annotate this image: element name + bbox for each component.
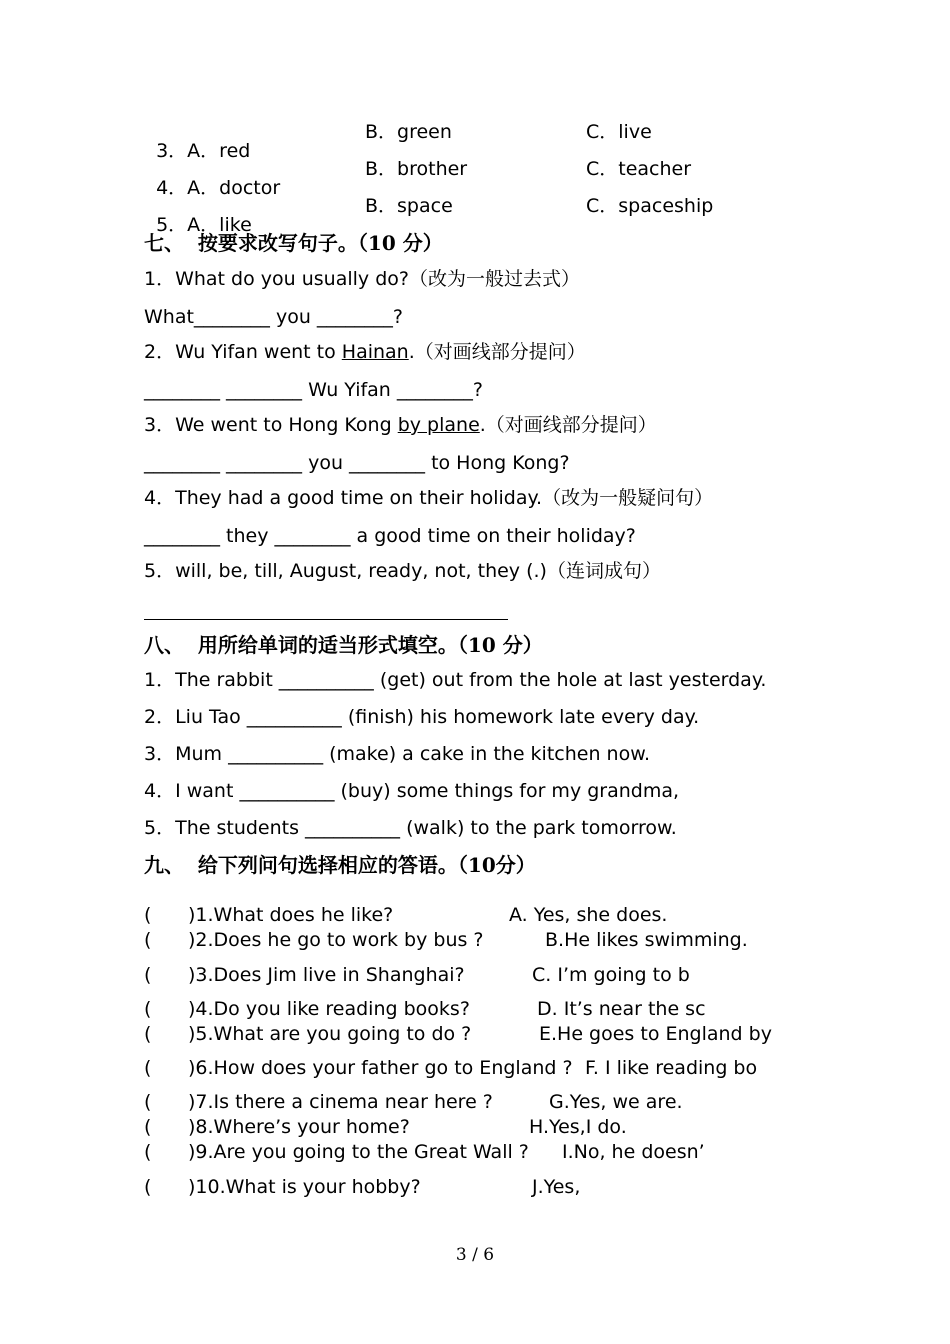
matching-answer: E.He goes to England by bbox=[539, 1023, 772, 1045]
paren: ( bbox=[144, 1057, 152, 1079]
section-9-heading: 九、 给下列问句选择相应的答语。（10分） bbox=[144, 853, 536, 877]
s7-answer-3: ________ ________ you ________ to Hong Kong? bbox=[144, 452, 570, 474]
choice-a: 5．A．like bbox=[156, 214, 252, 236]
question-text: )9.Are you going to the Great Wall ? bbox=[188, 1141, 529, 1163]
question-text: )8.Where’s your home? bbox=[188, 1116, 410, 1138]
question-text: )3.Does Jim live in Shanghai? bbox=[188, 964, 465, 986]
q3-pre: 3．We went to Hong Kong bbox=[144, 414, 398, 436]
matching-answer: D. It’s near the sc bbox=[537, 998, 706, 1020]
choice-c: C．spaceship bbox=[586, 195, 714, 217]
q2-post: .（对画线部分提问） bbox=[408, 341, 586, 363]
matching-question bbox=[144, 966, 465, 985]
matching-answer: A. Yes, she does. bbox=[509, 904, 668, 926]
paren: ( bbox=[144, 964, 152, 986]
s7-question-2 bbox=[144, 343, 586, 362]
matching-answer: B.He likes swimming. bbox=[545, 929, 748, 951]
section-7-heading: 七、 按要求改写句子。（10 分） bbox=[144, 231, 443, 255]
s7-answer-1: What________ you ________? bbox=[144, 306, 403, 328]
matching-question bbox=[144, 1000, 470, 1019]
matching-question bbox=[144, 1093, 493, 1112]
paren: ( bbox=[144, 998, 152, 1020]
question-text: )2.Does he go to work by bus ? bbox=[188, 929, 484, 951]
matching-answer: H.Yes,I do. bbox=[529, 1116, 627, 1138]
question-text: )1.What does he like? bbox=[188, 904, 394, 926]
s8-item: 4．I want __________ (buy) some things for my grandma, bbox=[144, 780, 680, 802]
q2-pre: 2．Wu Yifan went to bbox=[144, 341, 342, 363]
question-text: )6.How does your father go to England ? bbox=[188, 1057, 573, 1079]
choice-c: C．live bbox=[586, 121, 652, 143]
paren: ( bbox=[144, 1176, 152, 1198]
matching-question bbox=[144, 1178, 421, 1197]
q3-underlined: by plane bbox=[397, 414, 480, 436]
choice-a: 4．A．doctor bbox=[156, 177, 281, 199]
q2-underlined: Hainan bbox=[341, 341, 409, 363]
choice-row-4 bbox=[144, 160, 280, 198]
matching-answer: F. I like reading bo bbox=[585, 1057, 758, 1079]
matching-answer: I.No, he doesn’ bbox=[562, 1141, 705, 1163]
q3-post: .（对画线部分提问） bbox=[479, 414, 657, 436]
paren: ( bbox=[144, 904, 152, 926]
s7-answer-4: ________ they ________ a good time on their holiday? bbox=[144, 525, 636, 547]
answer-blank-line bbox=[144, 619, 508, 620]
choice-a: 3．A．red bbox=[156, 140, 251, 162]
matching-question bbox=[144, 1143, 529, 1162]
matching-question bbox=[144, 931, 484, 950]
s7-answer-2: ________ ________ Wu Yifan ________? bbox=[144, 379, 483, 401]
section-8-heading: 八、 用所给单词的适当形式填空。（10 分） bbox=[144, 633, 543, 657]
choice-c: C．teacher bbox=[586, 158, 692, 180]
s7-question-4: 4．They had a good time on their holiday.（改为一般疑问句） bbox=[144, 487, 714, 509]
s8-item: 5．The students __________ (walk) to the park tomorrow. bbox=[144, 817, 677, 839]
paren: ( bbox=[144, 1091, 152, 1113]
matching-question bbox=[144, 1025, 471, 1044]
s7-question-1: 1．What do you usually do?（改为一般过去式） bbox=[144, 268, 580, 290]
matching-question bbox=[144, 1118, 410, 1137]
choice-b: B．space bbox=[365, 195, 453, 217]
choice-b: B．green bbox=[365, 121, 452, 143]
paren: ( bbox=[144, 929, 152, 951]
paren: ( bbox=[144, 1116, 152, 1138]
question-text: )10.What is your hobby? bbox=[188, 1176, 421, 1198]
matching-answer: J.Yes, bbox=[532, 1176, 581, 1198]
question-text: )4.Do you like reading books? bbox=[188, 998, 470, 1020]
s8-item: 1．The rabbit __________ (get) out from the hole at last yesterday. bbox=[144, 669, 767, 691]
matching-question bbox=[144, 1059, 573, 1078]
choice-row-3 bbox=[144, 123, 250, 161]
matching-answer: G.Yes, we are. bbox=[549, 1091, 683, 1113]
question-text: )5.What are you going to do ? bbox=[188, 1023, 472, 1045]
paren: ( bbox=[144, 1023, 152, 1045]
choice-b: B．brother bbox=[365, 158, 468, 180]
s7-question-5: 5．will, be, till, August, ready, not, they (.)（连词成句） bbox=[144, 560, 661, 582]
choice-row-5 bbox=[144, 197, 252, 235]
s8-item: 3．Mum __________ (make) a cake in the kitchen now. bbox=[144, 743, 651, 765]
question-text: )7.Is there a cinema near here ? bbox=[188, 1091, 493, 1113]
page-number: 3 / 6 bbox=[455, 1245, 495, 1265]
paren: ( bbox=[144, 1141, 152, 1163]
s7-question-3 bbox=[144, 416, 657, 435]
s8-item: 2．Liu Tao __________ (finish) his homework late every day. bbox=[144, 706, 700, 728]
matching-question bbox=[144, 906, 393, 925]
matching-answer: C. I’m going to b bbox=[532, 964, 690, 986]
